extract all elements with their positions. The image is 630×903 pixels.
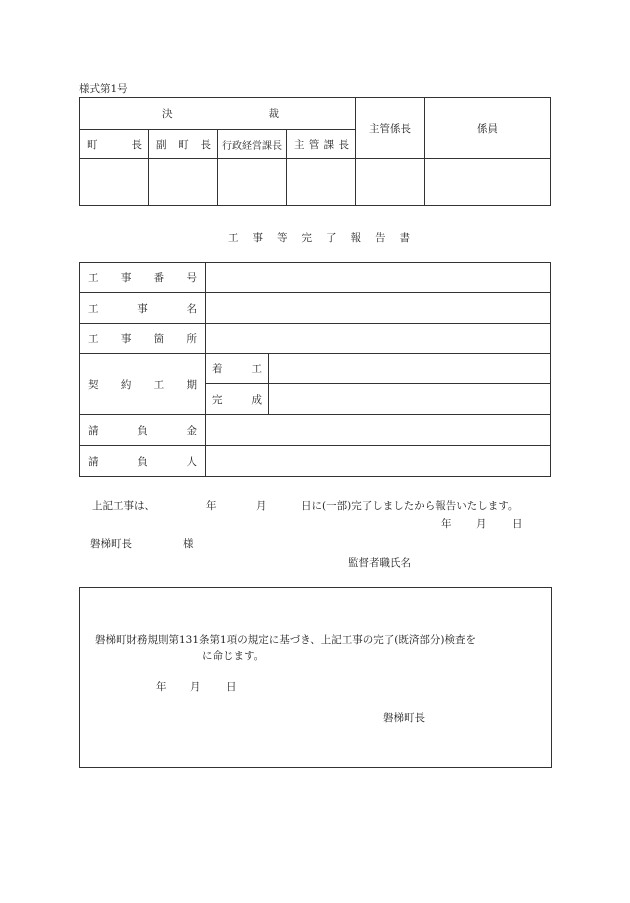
shukan-kakari-stamp-box[interactable] xyxy=(356,159,425,206)
title-char: 工 xyxy=(228,232,239,244)
order-month: 月 xyxy=(190,681,201,693)
shukan-char: 課 xyxy=(323,138,335,151)
koji-mei-label xyxy=(80,293,206,324)
koji-kasho-value[interactable] xyxy=(206,324,551,354)
fukuchoucho-char: 副 xyxy=(156,138,167,151)
fukuchoucho-char: 町 xyxy=(178,138,189,151)
koji-mei-value[interactable] xyxy=(206,293,551,324)
koji-bango-value[interactable] xyxy=(206,263,551,293)
label-char: 請 xyxy=(88,424,99,437)
label-char: 事 xyxy=(137,302,148,315)
label-char: 成 xyxy=(251,393,262,406)
label-char: 箇 xyxy=(153,333,165,345)
kessai-char: 決 xyxy=(162,108,173,120)
addressee: 磐梯町長 xyxy=(90,538,132,550)
label-char: 工 xyxy=(153,378,165,391)
label-char: 所 xyxy=(186,333,197,345)
report-month: 月 xyxy=(256,500,267,512)
koji-kasho-label xyxy=(80,324,206,354)
title-char: 報 xyxy=(350,232,361,244)
title-char: 事 xyxy=(252,232,263,244)
ukeoi-nin-value[interactable] xyxy=(206,446,551,477)
label-char: 事 xyxy=(120,333,132,345)
label-char: 着 xyxy=(212,363,223,375)
inspection-order-box xyxy=(79,587,552,768)
label-char: 工 xyxy=(251,363,262,375)
chakko-value[interactable] xyxy=(269,354,551,384)
label-char: 契 xyxy=(88,378,99,391)
choucho-char: 町 xyxy=(87,138,98,151)
fukuchoucho-char: 長 xyxy=(200,138,211,151)
label-char: 金 xyxy=(186,424,197,437)
report-date-year: 年 xyxy=(441,518,452,530)
keiyaku-koki-label xyxy=(80,354,206,415)
ukeoi-nin-label xyxy=(80,446,206,477)
label-char: 工 xyxy=(88,302,99,315)
choucho-stamp-box[interactable] xyxy=(80,159,149,206)
label-char: 事 xyxy=(120,272,132,284)
chakko-label xyxy=(206,354,269,384)
label-char: 名 xyxy=(186,302,197,315)
kakariin-header: 係員 xyxy=(425,98,551,159)
order-day: 日 xyxy=(226,681,237,693)
kessai-header xyxy=(80,98,356,130)
shukan-stamp-box[interactable] xyxy=(287,159,356,206)
label-char: 番 xyxy=(153,272,165,284)
shukan-header xyxy=(287,130,356,159)
order-signer: 磐梯町長 xyxy=(383,712,425,724)
shukan-char: 主 xyxy=(294,138,305,151)
form-number: 様式第1号 xyxy=(79,83,128,95)
shukan-kakari-header: 主管係長 xyxy=(356,98,425,159)
label-char: 請 xyxy=(88,455,99,468)
report-prefix: 上記工事は、 xyxy=(92,500,155,512)
ukeoi-kin-value[interactable] xyxy=(206,415,551,446)
label-char: 工 xyxy=(88,272,99,284)
order-year: 年 xyxy=(156,681,167,693)
ukeoi-kin-label xyxy=(80,415,206,446)
title-char: 了 xyxy=(326,232,337,244)
koji-bango-label xyxy=(80,263,206,293)
label-char: 期 xyxy=(186,378,197,391)
kansei-value[interactable] xyxy=(269,384,551,415)
label-char: 約 xyxy=(120,378,132,391)
label-char: 人 xyxy=(186,455,197,468)
addressee-honorific: 様 xyxy=(183,538,194,550)
title-char: 完 xyxy=(301,232,312,244)
shukan-char: 長 xyxy=(338,138,349,151)
order-line-1: 磐梯町財務規則第131条第1項の規定に基づき、上記工事の完了(既済部分)検査を xyxy=(95,634,476,646)
label-char: 完 xyxy=(212,393,223,406)
label-char: 号 xyxy=(186,272,197,284)
gyosei-header: 行政経営課長 xyxy=(218,130,287,159)
details-table xyxy=(79,262,551,477)
kessai-char: 裁 xyxy=(268,108,279,120)
shukan-char: 管 xyxy=(308,138,320,151)
report-date-month: 月 xyxy=(476,518,487,530)
approval-table xyxy=(79,97,551,206)
title-char: 等 xyxy=(277,232,288,244)
fukuchoucho-header xyxy=(149,130,218,159)
kansei-label xyxy=(206,384,269,415)
choucho-char: 長 xyxy=(131,138,142,151)
label-char: 負 xyxy=(137,455,148,468)
supervisor-label: 監督者職氏名 xyxy=(348,557,411,569)
order-line-2: に命じます。 xyxy=(202,650,265,662)
label-char: 工 xyxy=(88,333,99,345)
report-day-text: 日に(一部)完了しましたから報告いたします。 xyxy=(301,500,519,512)
label-char: 負 xyxy=(137,424,148,437)
report-date-day: 日 xyxy=(512,518,523,530)
title-char: 書 xyxy=(399,232,410,244)
gyosei-stamp-box[interactable] xyxy=(218,159,287,206)
kakariin-stamp-box[interactable] xyxy=(425,159,551,206)
document-title xyxy=(228,230,410,245)
choucho-header xyxy=(80,130,149,159)
title-char: 告 xyxy=(375,232,386,244)
fukuchoucho-stamp-box[interactable] xyxy=(149,159,218,206)
report-year: 年 xyxy=(206,500,217,512)
